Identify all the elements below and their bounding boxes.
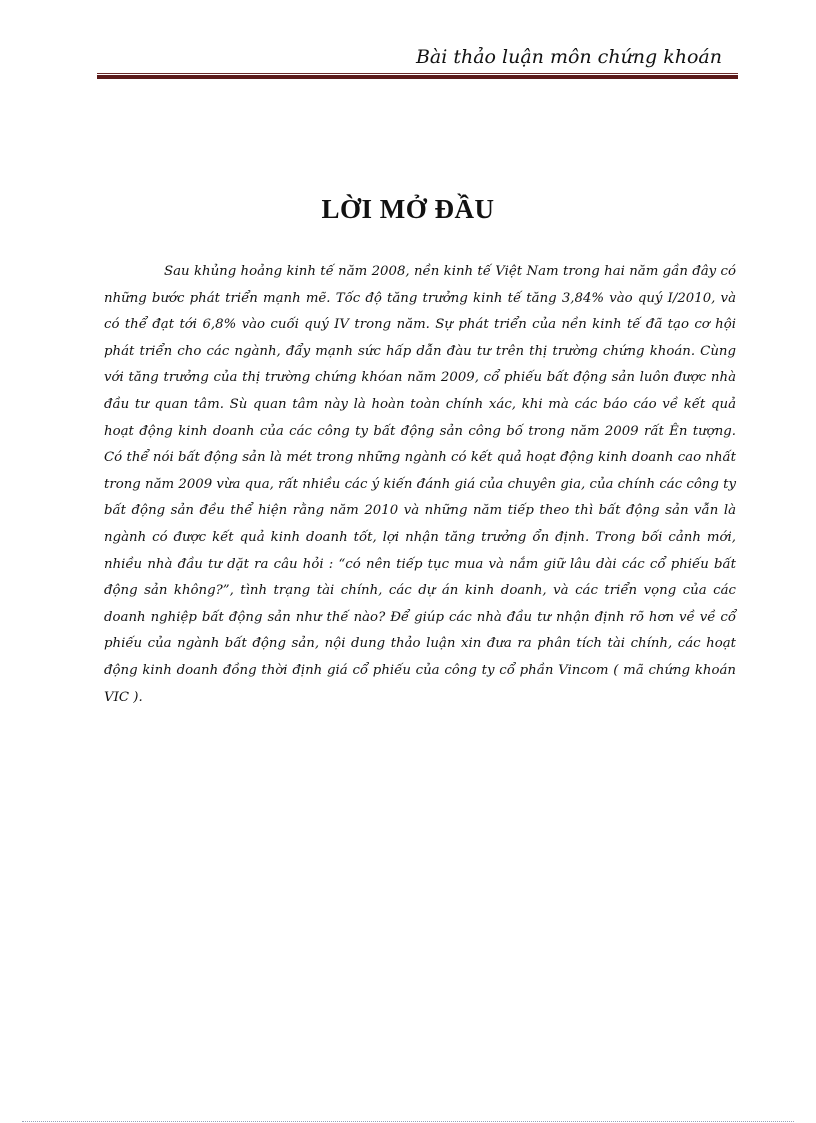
header-rule-thin-line [97, 73, 738, 74]
header-rule-thick-line [97, 75, 738, 79]
page-title: LỜI MỞ ĐẦU [321, 194, 495, 225]
running-header-title: Bài thảo luận môn chứng khoán [415, 46, 722, 68]
header-rule [97, 73, 738, 79]
page-break-divider [22, 1121, 794, 1122]
intro-paragraph: Sau khủng hoảng kinh tế năm 2008, nền kinh tế Việt Nam trong hai năm gần đây có những bước phát triển mạnh mẽ. Tốc độ tăng trưởng kinh tế tăng 3,84% vào quý I/2010, và có thể đạt tới 6,8% vào cuối quý IV trong năm. Sự phát triển của nền kinh tế đã tạo cơ hội phát triển cho các ngành, đẩy mạnh sức hấp dẫn đàu tư trên thị trường chứng khoán. Cùng với tăng trưởng của thị trường chứng khóan năm 2009, cổ phiếu bất động sản luôn được nhà đầu tư quan tâm. Sù quan tâm này là hoàn toàn chính xác, khi mà các báo cáo về kết quả hoạt động kinh doanh của các công ty bất động sản công bố trong năm 2009 rất Ên tượng. Có thể nói bất động sản là mét trong những ngành có kết quả hoạt động kinh doanh cao nhất trong năm 2009 vừa qua, rất nhiều các ý kiến đánh giá của chuyên gia, của chính các công ty bất động sản đều thể hiện rằng năm 2010 và những năm tiếp theo thì bất động sản vẫn là ngành có được kết quả kinh doanh tốt, lợi nhận tăng trưởng ổn định. Trong bối cảnh mới, nhiều nhà đầu tư dặt ra câu hỏi : “có nên tiếp tục mua và nắm giữ lâu dài các cổ phiếu bất động sản không?”, tình trạng tài chính, các dự án kinh doanh, và các triển vọng của các doanh nghiệp bất động sản như thế nào? Để giúp các nhà đầu tư nhận định rõ hơn về về cổ phiếu của ngành bất động sản, nội dung thảo luận xin đưa ra phân tích tài chính, các hoạt động kinh doanh đồng thời định giá cổ phiếu của công ty cổ phần Vincom ( mã chứng khoán VIC ). [104, 264, 736, 705]
